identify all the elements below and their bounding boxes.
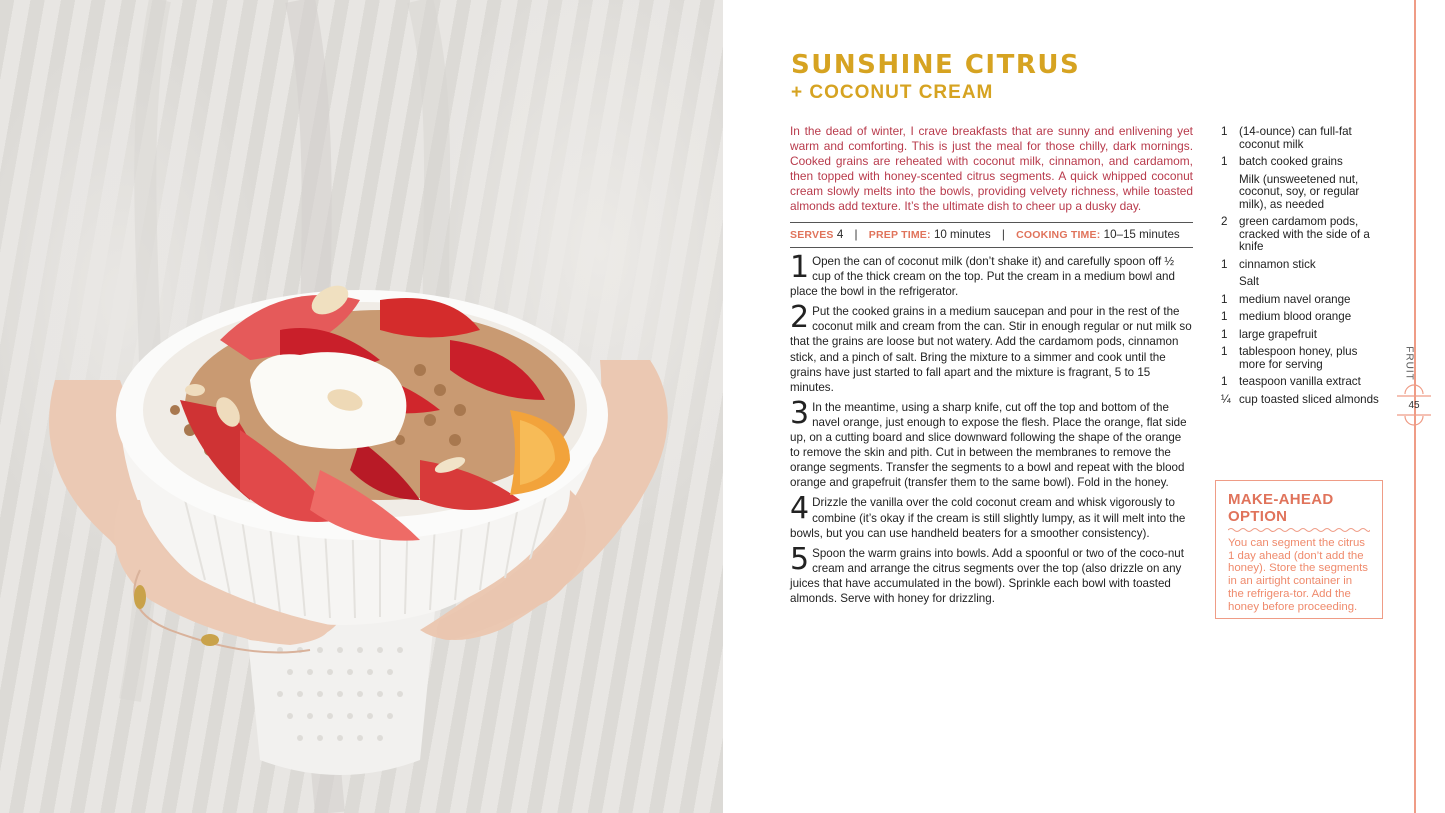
step-3 — [790, 395, 1193, 491]
step-number: 3 — [790, 395, 810, 431]
ingredient-name: medium navel orange — [1239, 292, 1351, 306]
instructions — [790, 250, 1193, 611]
step-number: 5 — [790, 541, 810, 577]
serves-label: SERVES — [790, 229, 834, 241]
ingredient-item — [1221, 156, 1386, 169]
ingredient-qty: 1 — [1221, 310, 1228, 323]
ingredient-qty: 2 — [1221, 215, 1228, 228]
ingredient-item — [1221, 376, 1386, 389]
recipe-page — [723, 0, 1445, 813]
ingredient-item — [1221, 346, 1386, 371]
ingredient-item — [1221, 174, 1386, 212]
ingredient-list — [1221, 126, 1386, 411]
ingredient-qty: 1 — [1221, 292, 1228, 306]
step-text: Spoon the warm grains into bowls. Add a spoonful or two of the coco-nut cream and arrange the citrus segments over the top (also drizzle on any juices that have accumulated in the bowl). Sprinkle each bowl with toasted almonds. Serve with honey for drizzling. — [790, 546, 1184, 605]
cooking-time-label: COOKING TIME: — [1016, 229, 1101, 241]
step-number: 2 — [790, 300, 810, 336]
recipe-title: SUNSHINE CITRUS — [791, 50, 1081, 80]
recipe-intro: In the dead of winter, I crave breakfasts that are sunny and enlivening yet warm and comforting. This is just the meal for those chilly, dark mornings. Cooked grains are reheated with coconut milk, cinnamon, and cardamom, then topped with honey-scented citrus segments. A quick whipped coconut cream slowly melts into the bowls, providing velvety richness, while toasted almonds add texture. It’s the ultimate dish to cheer up a dusky day. — [790, 124, 1193, 214]
ingredient-name: large grapefruit — [1239, 327, 1317, 341]
ingredient-name: cinnamon stick — [1239, 257, 1316, 271]
page-number-badge — [1397, 384, 1431, 426]
ingredient-item — [1221, 394, 1386, 407]
ingredient-name: cup toasted sliced almonds — [1239, 392, 1379, 406]
ingredient-name: batch cooked grains — [1239, 155, 1343, 168]
ingredient-name: tablespoon honey, plus more for serving — [1239, 345, 1358, 371]
section-tab — [1399, 345, 1419, 381]
ingredient-item — [1221, 329, 1386, 342]
prep-time-label: PREP TIME: — [868, 229, 931, 241]
ingredient-qty: 1 — [1221, 375, 1228, 388]
step-4 — [790, 491, 1193, 540]
ingredient-qty: 1 — [1221, 345, 1228, 358]
serves-value: 4 — [836, 228, 844, 241]
recipe-subtitle: + COCONUT CREAM — [791, 82, 994, 103]
ingredient-name: green cardamom pods, cracked with the side of a knife — [1239, 215, 1370, 253]
ingredient-qty: 1 — [1221, 257, 1228, 271]
ingredient-qty: 1 — [1221, 125, 1228, 138]
step-5 — [790, 541, 1193, 606]
step-text: Open the can of coconut milk (don’t shake it) and carefully spoon off ½ cup of the thick cream on the top. Put the cream in a medium bowl and place the bowl in the refrigerator. — [790, 255, 1175, 299]
ingredient-name: Salt — [1239, 275, 1259, 288]
section-label: FRUIT — [1403, 345, 1415, 381]
ingredient-item — [1221, 276, 1386, 289]
ingredient-name: teaspoon vanilla extract — [1239, 375, 1361, 388]
ingredient-item — [1221, 259, 1386, 272]
step-number: 4 — [790, 491, 810, 527]
page-number: 45 — [1408, 399, 1420, 411]
ingredient-item — [1221, 311, 1386, 324]
ingredient-qty: ¼ — [1221, 392, 1231, 406]
step-1 — [790, 250, 1193, 299]
step-number: 1 — [790, 250, 810, 285]
ingredient-name: (14-ounce) can full-fat coconut milk — [1239, 125, 1352, 151]
ingredient-item — [1221, 216, 1386, 254]
step-text: Put the cooked grains in a medium saucepan and pour in the rest of the coconut milk and cream from the can. Stir in enough regular or nut milk so that the grains are loose but not watery. Add the cardamom pods, cinnamon stick, and a pinch of salt. Bring the mixture to a simmer and cook until the grains have just started to fall apart and the mixture is fragrant, 5 to 15 minutes. — [790, 305, 1192, 394]
ingredient-qty: 1 — [1221, 327, 1228, 341]
prep-time-value: 10 minutes — [933, 228, 991, 241]
ingredient-name: medium blood orange — [1239, 310, 1352, 323]
cooking-time-value: 10–15 minutes — [1103, 228, 1180, 241]
meta-separator: | — [1001, 228, 1005, 241]
make-ahead-text: You can segment the citrus 1 day ahead (don’t add the honey). Store the segments in an airtight container in the refrigera-tor. Add the honey before proceeding. — [1228, 537, 1368, 613]
meta-separator: | — [854, 228, 858, 241]
make-ahead-box — [1215, 480, 1383, 619]
ingredient-name: Milk (unsweetened nut, coconut, soy, or regular milk), as needed — [1239, 172, 1360, 211]
step-2 — [790, 300, 1193, 395]
ingredient-item — [1221, 294, 1386, 307]
ingredient-qty: 1 — [1221, 155, 1228, 168]
wavy-divider-icon — [1228, 527, 1370, 533]
make-ahead-title: MAKE-AHEAD OPTION — [1228, 491, 1334, 525]
ingredient-item — [1221, 126, 1386, 151]
step-text: Drizzle the vanilla over the cold coconut cream and whisk vigorously to combine (it’s okay if the cream is still slightly lumpy, as it will melt into the bowls, but you can use handheld beaters for a smoother consistency). — [790, 496, 1186, 540]
recipe-meta-bar — [790, 222, 1193, 248]
step-text: In the meantime, using a sharp knife, cut off the top and bottom of the navel orange, just enough to expose the flesh. Place the orange, flat side up, on a cutting board and slice downward following the shape of the orange to remove the skin and pith. Cut in between the membranes to remove the orange segments. Transfer the segments to a bowl and repeat with the blood orange and grapefruit (transfer them to the same bowl). Fold in the honey. — [790, 400, 1187, 490]
